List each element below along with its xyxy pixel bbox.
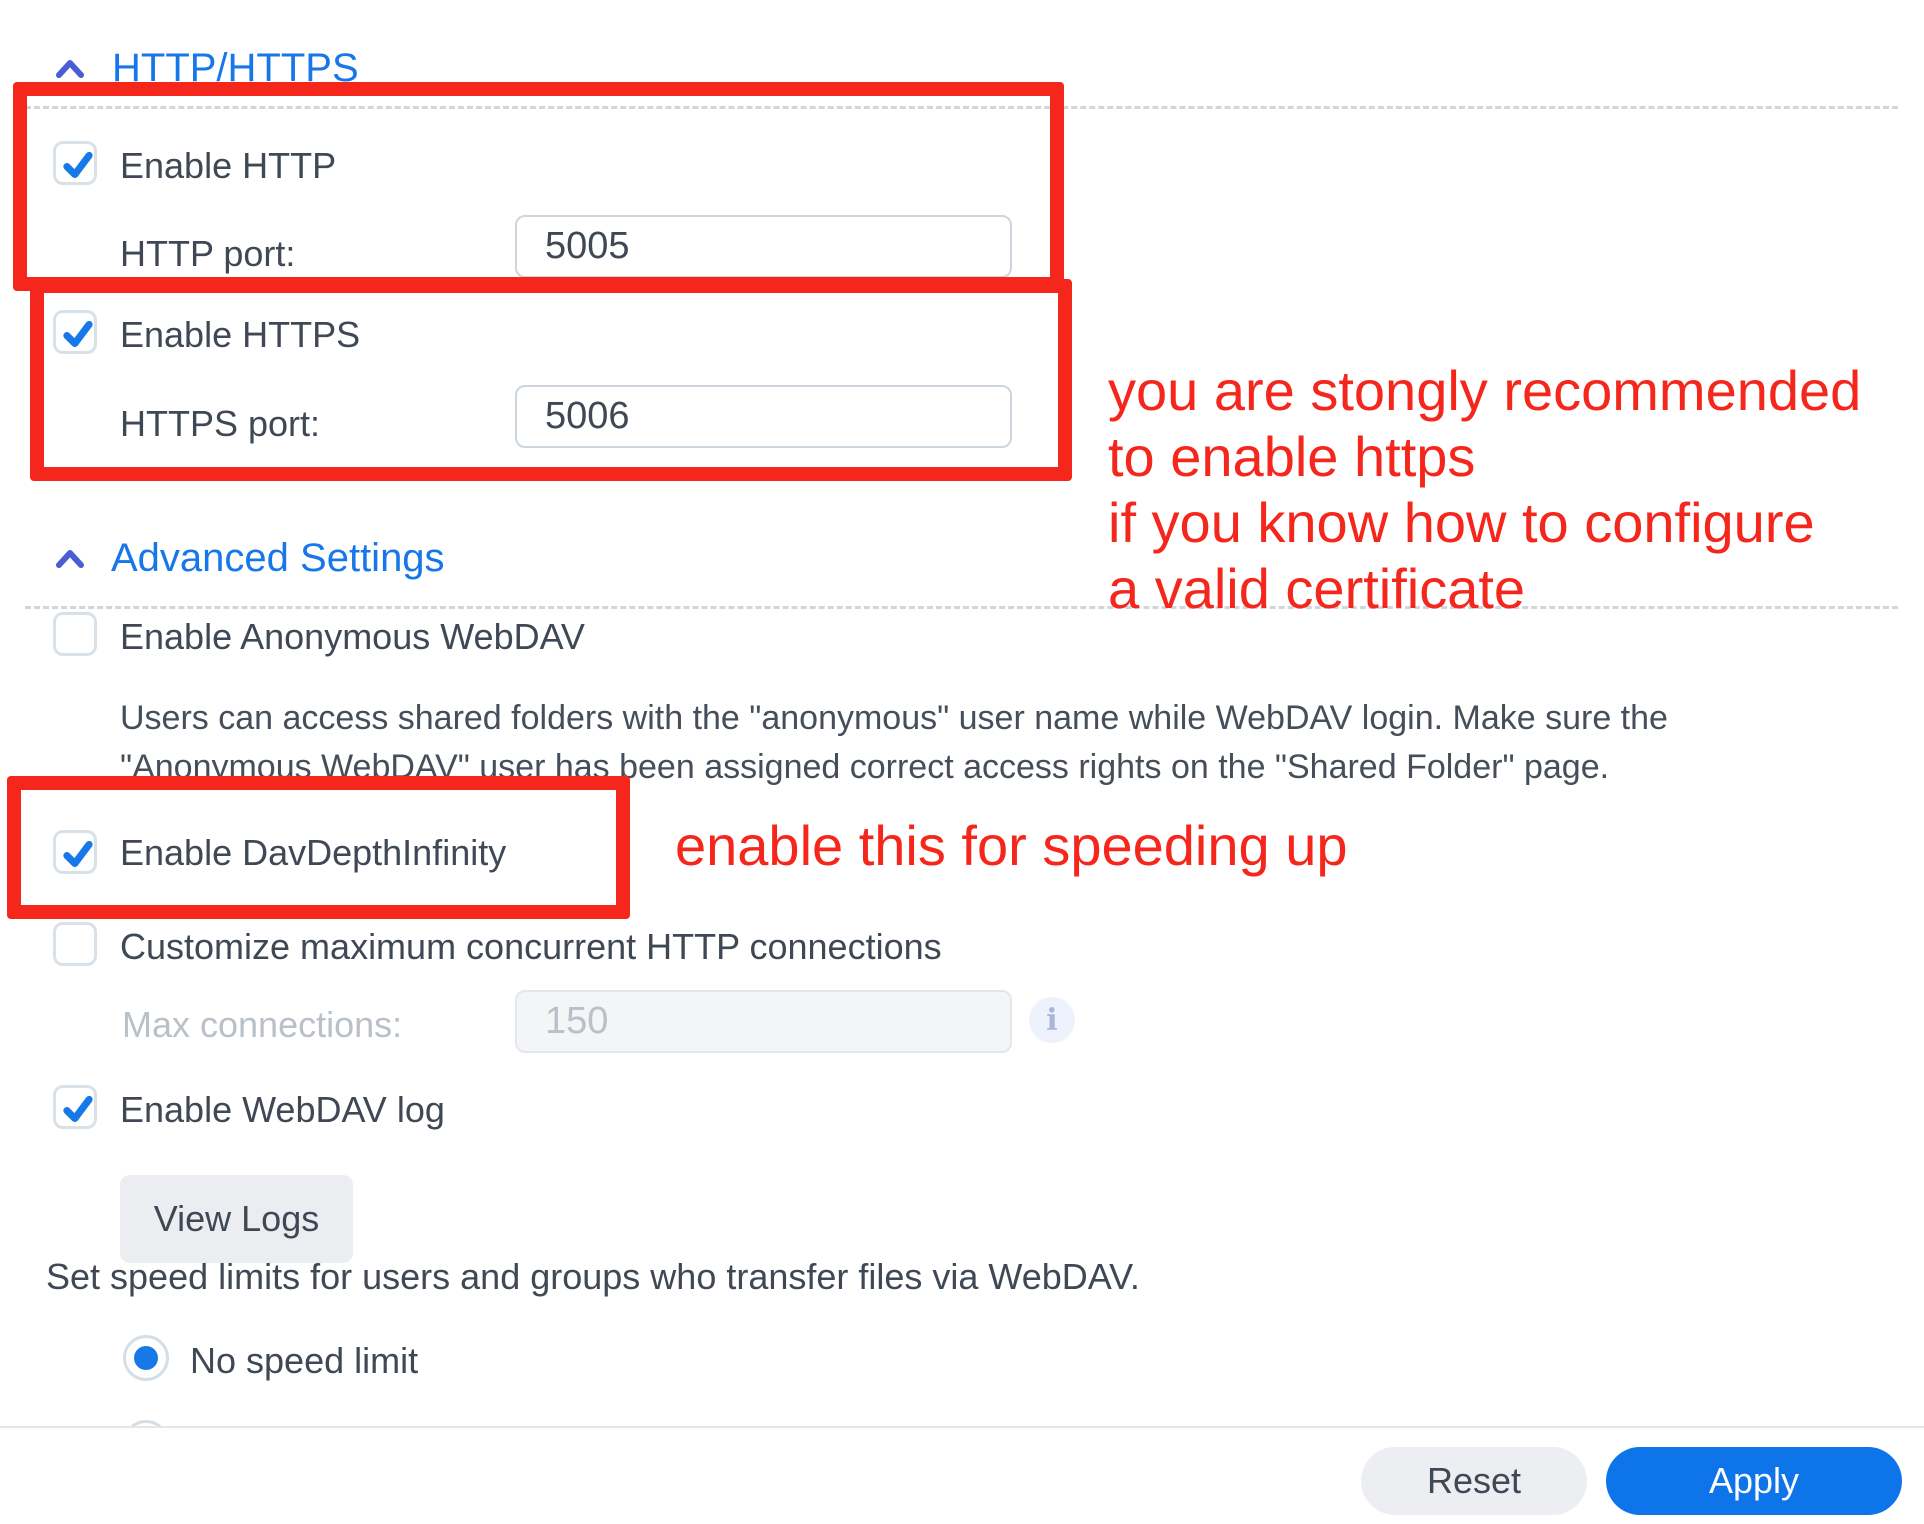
annotation-davdepth-note: enable this for speeding up <box>675 814 1348 877</box>
enable-http-checkbox[interactable] <box>53 141 97 185</box>
annotation-box-https <box>30 279 1072 481</box>
http-port-input[interactable] <box>515 215 1012 278</box>
enable-anonymous-label: Enable Anonymous WebDAV <box>120 616 585 657</box>
section-title-http-https[interactable]: HTTP/HTTPS <box>112 46 359 90</box>
collapse-chevron-icon-http[interactable] <box>55 58 85 82</box>
section-title-advanced-settings[interactable]: Advanced Settings <box>111 536 445 580</box>
https-port-label: HTTPS port: <box>120 403 321 444</box>
anonymous-description-line1: Users can access shared folders with the "anonymous" user name while WebDAV login. Make sure the <box>120 699 1668 737</box>
enable-anonymous-checkbox[interactable] <box>53 612 97 656</box>
annotation-line: if you know how to configure <box>1108 491 1815 554</box>
webdav-log-checkbox[interactable] <box>53 1085 97 1129</box>
checkmark-icon <box>59 835 97 873</box>
webdav-log-label: Enable WebDAV log <box>120 1089 445 1130</box>
view-logs-button[interactable]: View Logs <box>120 1175 353 1263</box>
max-connections-label: Max connections: <box>122 1004 403 1045</box>
speed-limit-description: Set speed limits for users and groups who transfer files via WebDAV. <box>46 1256 1140 1297</box>
enable-https-checkbox[interactable] <box>53 310 97 354</box>
no-speed-limit-label: No speed limit <box>190 1340 419 1381</box>
dav-depth-label: Enable DavDepthInfinity <box>120 832 507 873</box>
annotation-line: a valid certificate <box>1108 557 1526 620</box>
collapse-chevron-icon-advanced[interactable] <box>55 548 85 572</box>
apply-button[interactable]: Apply <box>1606 1447 1902 1515</box>
checkmark-icon <box>59 315 97 353</box>
http-port-value: 5005 <box>545 225 630 267</box>
dav-depth-checkbox[interactable] <box>53 830 97 874</box>
anonymous-description-line2: "Anonymous WebDAV" user has been assigned correct access rights on the "Shared Folder" page. <box>120 748 1610 786</box>
customize-max-label: Customize maximum concurrent HTTP connections <box>120 926 942 967</box>
annotation-line: you are stongly recommended <box>1108 359 1862 422</box>
annotation-https-note <box>1108 358 1861 622</box>
info-icon[interactable]: i <box>1029 997 1075 1043</box>
reset-button[interactable]: Reset <box>1361 1447 1587 1515</box>
section-divider <box>25 106 1898 109</box>
https-port-input[interactable] <box>515 385 1012 448</box>
http-port-label: HTTP port: <box>120 233 296 274</box>
enable-http-label: Enable HTTP <box>120 145 337 186</box>
annotation-line: to enable https <box>1108 425 1476 488</box>
https-port-value: 5006 <box>545 395 630 437</box>
max-connections-value: 150 <box>545 1000 609 1042</box>
enable-https-label: Enable HTTPS <box>120 314 361 355</box>
customize-max-checkbox[interactable] <box>53 922 97 966</box>
no-speed-limit-radio[interactable] <box>123 1335 169 1381</box>
radio-dot-icon <box>134 1346 158 1370</box>
checkmark-icon <box>59 1090 97 1128</box>
checkmark-icon <box>59 146 97 184</box>
max-connections-input <box>515 990 1012 1053</box>
